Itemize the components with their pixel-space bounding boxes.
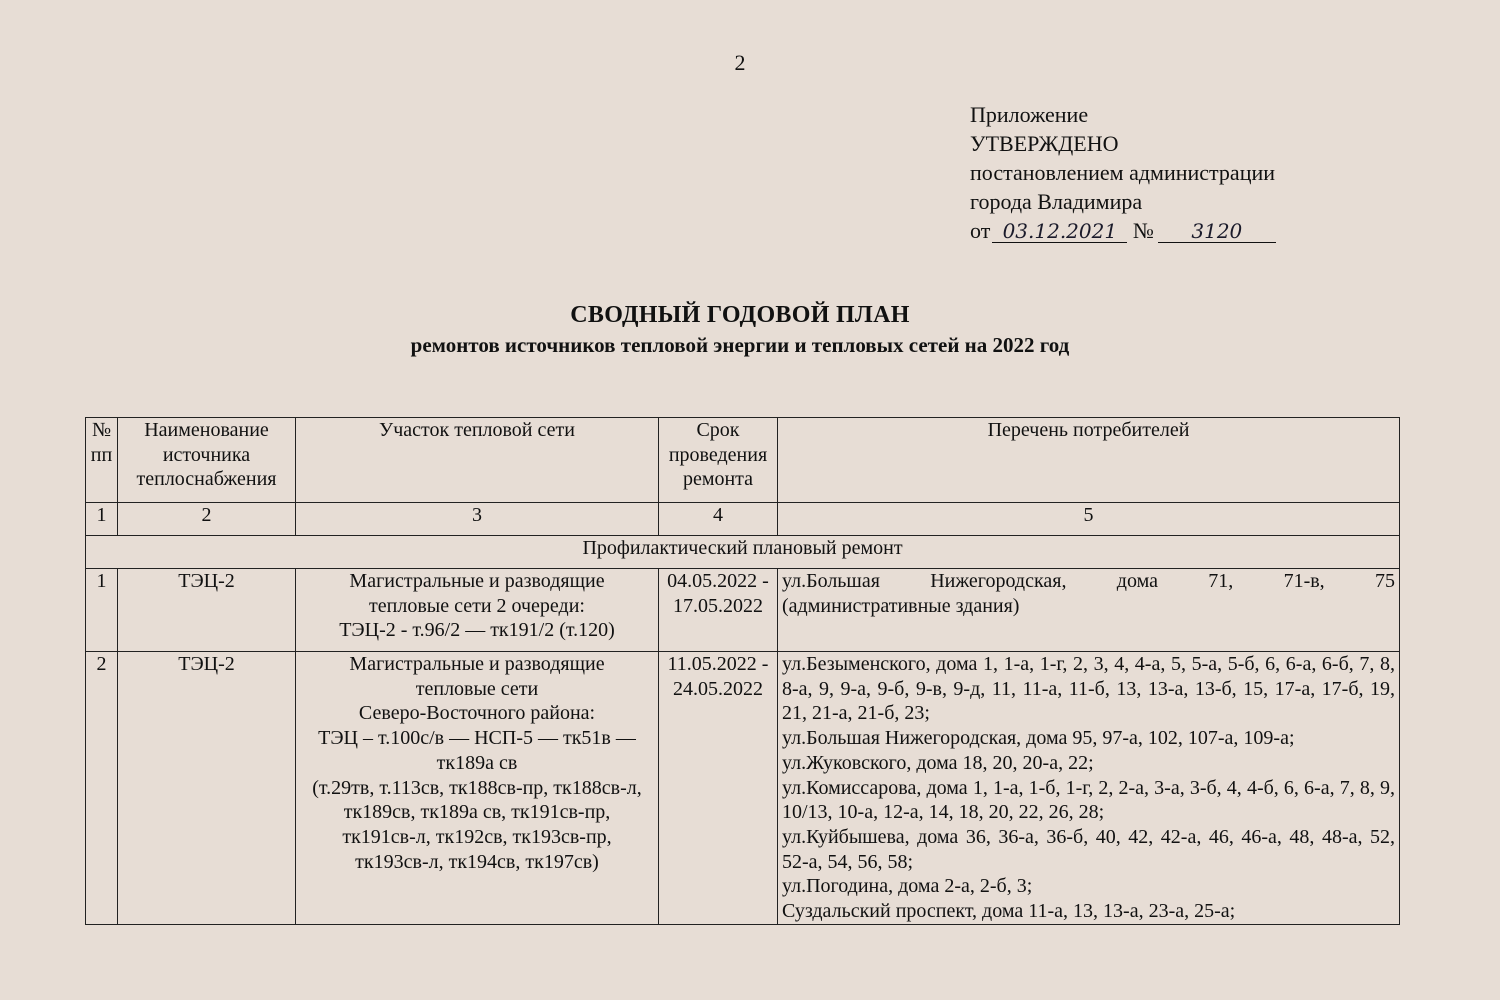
- table-row: [86, 652, 1400, 925]
- header-source: Наименование источника теплоснабжения: [118, 418, 296, 503]
- section-row: [86, 536, 1400, 569]
- approval-line-appendix: Приложение: [970, 102, 1089, 127]
- handwritten-number: 3120: [1158, 220, 1276, 243]
- row-number: 2: [86, 652, 118, 925]
- row-consumers: [778, 569, 1400, 652]
- approval-line-approved: УТВЕРЖДЕНО: [970, 131, 1119, 156]
- column-number: 2: [118, 503, 296, 536]
- column-numbers-row: [86, 503, 1400, 536]
- row-network-section: [296, 652, 659, 925]
- section-line: тк193св-л, тк194св, тк197св): [355, 850, 599, 873]
- section-line: Магистральные и разводящие: [349, 570, 605, 592]
- number-prefix: №: [1132, 218, 1154, 243]
- page-number: 2: [734, 50, 746, 75]
- consumer-line: ул.Комиссарова, дома 1, 1-а, 1-б, 1-г, 2, 2-а, 3-а, 3-б, 4, 4-б, 6, 6-а, 7, 8, 9, 10/13, 10-а, 12-а, 14, 18, 20, 22, 26, 28;: [782, 776, 1395, 824]
- consumer-line: Суздальский проспект, дома 11-а, 13, 13-а, 23-а, 25-а;: [782, 900, 1236, 923]
- header-number: № пп: [86, 418, 118, 503]
- row-source: ТЭЦ-2: [118, 569, 296, 652]
- column-number: 5: [778, 503, 1400, 536]
- consumer-line: ул.Большая Нижегородская, дома 71, 71-в, 75: [782, 570, 1395, 592]
- document-subtitle: ремонтов источников тепловой энергии и тепловых сетей на 2022 год: [410, 333, 1070, 357]
- column-number: 4: [659, 503, 778, 536]
- row-number: 1: [86, 569, 118, 652]
- section-line: тк189св, тк189а св, тк191св-пр,: [343, 801, 611, 824]
- section-title: Профилактический плановый ремонт: [86, 536, 1400, 569]
- section-line: (т.29тв, т.113св, тк188св-пр, тк188св-л,: [312, 776, 642, 799]
- row-period: 04.05.2022 - 17.05.2022: [659, 569, 778, 652]
- header-consumers: Перечень потребителей: [778, 418, 1400, 503]
- section-line: Магистральные и разводящие: [349, 653, 605, 675]
- consumer-line: ул.Большая Нижегородская, дома 95, 97-а, 102, 107-а, 109-а;: [782, 727, 1295, 750]
- section-line: тк189а св: [436, 751, 518, 774]
- row-consumers: [778, 652, 1400, 925]
- approval-date-line: [970, 216, 1276, 245]
- approval-line-city: города Владимира: [970, 189, 1143, 214]
- date-prefix: от: [970, 218, 991, 243]
- table-header-row: [86, 418, 1400, 503]
- section-line: Северо-Восточного района:: [358, 702, 596, 725]
- table-row: [86, 569, 1400, 652]
- handwritten-date: 03.12.2021: [992, 220, 1127, 243]
- header-repair-period: Срок проведения ремонта: [659, 418, 778, 503]
- header-network-section: Участок тепловой сети: [296, 418, 659, 503]
- consumer-line: (административные здания): [782, 594, 1020, 617]
- document-title: СВОДНЫЙ ГОДОВОЙ ПЛАН: [570, 302, 910, 328]
- row-source: ТЭЦ-2: [118, 652, 296, 925]
- section-line: ТЭЦ-2 - т.96/2 — тк191/2 (т.120): [339, 619, 615, 642]
- consumer-line: ул.Куйбышева, дома 36, 36-а, 36-б, 40, 42, 42-а, 46, 46-а, 48, 48-а, 52, 52-а, 54, 56, 58;: [782, 825, 1395, 873]
- approval-block: [970, 100, 1276, 245]
- section-line: ТЭЦ – т.100с/в — НСП-5 — тк51в —: [318, 727, 636, 750]
- consumer-line: ул.Безыменского, дома 1, 1-а, 1-г, 2, 3, 4, 4-а, 5, 5-а, 5-б, 6, 6-а, 6-б, 7, 8, 8-а, 9, 9-а, 9-б, 9-в, 9-д, 11, 11-а, 11-б, 13, 13-а, 13-б, 15, 17-а, 17-б, 19, 21, 21-а, 21-б, 23;: [782, 653, 1395, 725]
- column-number: 1: [86, 503, 118, 536]
- section-line: тепловые сети: [415, 677, 539, 700]
- approval-line-decree: постановлением администрации: [970, 160, 1276, 185]
- consumer-line: ул.Жуковского, дома 18, 20, 20-а, 22;: [782, 751, 1094, 774]
- section-line: тк191св-л, тк192св, тк193св-пр,: [342, 825, 612, 848]
- section-line: тепловые сети 2 очереди:: [369, 594, 585, 617]
- repair-plan-table: [85, 417, 1400, 925]
- column-number: 3: [296, 503, 659, 536]
- row-network-section: [296, 569, 659, 652]
- consumer-line: ул.Погодина, дома 2-а, 2-б, 3;: [782, 875, 1033, 898]
- row-period: 11.05.2022 - 24.05.2022: [659, 652, 778, 925]
